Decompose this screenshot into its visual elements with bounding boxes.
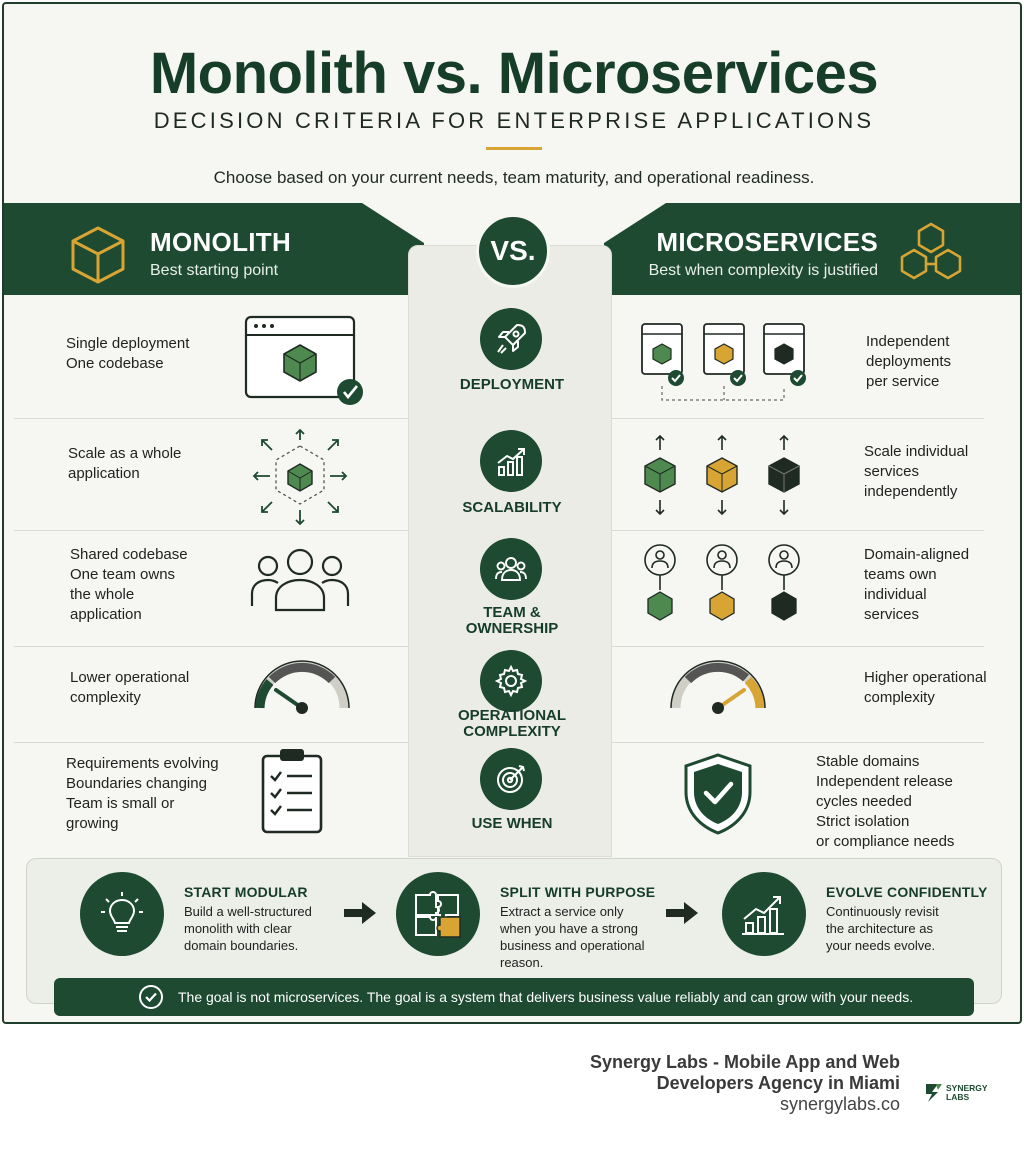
microservices-ops-text: Higher operational complexity bbox=[864, 669, 987, 706]
microservices-deployment-text: Independent deployments per service bbox=[866, 333, 952, 390]
row-divider bbox=[14, 646, 408, 647]
monolith-deployment-text: Single deployment One codebase bbox=[66, 335, 190, 372]
criterion-deployment: DEPLOYMENT bbox=[459, 376, 565, 393]
shield-check-icon bbox=[682, 752, 754, 836]
check-circle-icon bbox=[138, 984, 164, 1010]
clipboard-checklist-icon bbox=[260, 746, 324, 836]
low-gauge-icon bbox=[254, 656, 350, 716]
goal-banner bbox=[54, 978, 974, 1016]
microservices-subtitle: Best when complexity is justified bbox=[648, 262, 878, 279]
arrow-right-icon bbox=[664, 900, 700, 926]
infographic-card bbox=[2, 2, 1022, 1024]
page-subtitle: DECISION CRITERIA FOR ENTERPRISE APPLICATIONS bbox=[153, 108, 875, 133]
monolith-scalability-text: Scale as a whole application bbox=[68, 445, 182, 482]
row-divider bbox=[14, 418, 408, 419]
intro-text: Choose based on your current needs, team maturity, and operational readiness. bbox=[213, 168, 815, 187]
step-start-modular-title: START MODULAR bbox=[184, 884, 308, 900]
row-divider bbox=[612, 646, 984, 647]
row-divider bbox=[612, 742, 984, 743]
microservices-title: MICROSERVICES bbox=[656, 227, 878, 257]
high-gauge-icon bbox=[670, 656, 766, 716]
monolith-team-text: Shared codebase One team owns the whole application bbox=[70, 546, 188, 623]
step-split-body: Extract a service only when you have a strong business and operational reason. bbox=[500, 904, 645, 970]
logo-text-top: SYNERGY bbox=[946, 1083, 988, 1093]
logo-text-bottom: LABS bbox=[946, 1092, 970, 1102]
gold-divider bbox=[486, 147, 542, 150]
vs-badge: VS. bbox=[476, 214, 550, 288]
step-evolve-title: EVOLVE CONFIDENTLY bbox=[826, 884, 988, 900]
step-start-modular-body: Build a well-structured monolith with clear domain boundaries. bbox=[184, 904, 312, 953]
criterion-operational-complexity: OPERATIONAL COMPLEXITY bbox=[457, 707, 567, 740]
growth-chart-icon bbox=[480, 430, 542, 492]
synergy-labs-logo bbox=[924, 1080, 1004, 1104]
scale-whole-icon bbox=[248, 428, 352, 528]
step-split-title: SPLIT WITH PURPOSE bbox=[500, 884, 656, 900]
microservices-team-text: Domain-aligned teams own individual services bbox=[864, 546, 970, 623]
microservices-scalability-text: Scale individual services independently bbox=[864, 443, 969, 500]
row-divider bbox=[612, 530, 984, 531]
microservices-use-when-text: Stable domains Independent release cycles needed Strict isolation or compliance needs bbox=[816, 753, 955, 850]
lightbulb-icon bbox=[80, 872, 164, 956]
row-divider bbox=[612, 418, 984, 419]
cube-outline-icon bbox=[68, 224, 128, 286]
growth-chart-icon bbox=[722, 872, 806, 956]
row-divider bbox=[14, 742, 408, 743]
single-window-cube-icon bbox=[244, 315, 366, 407]
monolith-title: MONOLITH bbox=[150, 227, 292, 257]
rocket-icon bbox=[480, 308, 542, 370]
puzzle-icon bbox=[396, 872, 480, 956]
criterion-use-when: USE WHEN bbox=[471, 815, 553, 832]
monolith-use-when-text: Requirements evolving Boundaries changing Team is small or growing bbox=[66, 755, 219, 832]
independent-scaling-icon bbox=[638, 430, 808, 522]
page-title: Monolith vs. Microservices bbox=[149, 41, 879, 106]
hexagon-cluster-icon bbox=[896, 220, 966, 282]
goal-text: The goal is not microservices. The goal is a system that delivers business value reliably and can grow with your needs. bbox=[178, 989, 914, 1005]
monolith-ops-text: Lower operational complexity bbox=[70, 669, 190, 706]
arrow-right-icon bbox=[342, 900, 378, 926]
monolith-subtitle: Best starting point bbox=[150, 262, 279, 279]
domain-teams-icon bbox=[638, 542, 808, 626]
company-url[interactable]: synergylabs.co bbox=[779, 1094, 900, 1114]
shared-team-icon bbox=[248, 546, 352, 614]
team-icon bbox=[480, 538, 542, 600]
multi-window-cubes-icon bbox=[636, 320, 816, 406]
step-evolve-body: Continuously revisit the architecture as your needs evolve. bbox=[826, 904, 939, 953]
target-icon bbox=[480, 748, 542, 810]
criterion-team-ownership: TEAM & OWNERSHIP bbox=[465, 604, 559, 637]
company-name: Synergy Labs - Mobile App and Web Developers Agency in Miami bbox=[589, 1052, 900, 1093]
row-divider bbox=[14, 530, 408, 531]
gear-icon bbox=[480, 650, 542, 712]
criterion-scalability: SCALABILITY bbox=[462, 499, 562, 516]
